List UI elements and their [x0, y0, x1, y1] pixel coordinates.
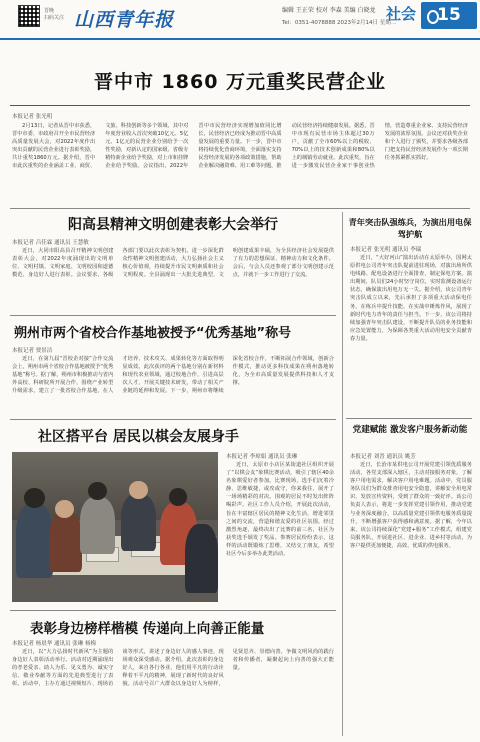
headline-youth-team: 青年突击队强练兵，为演出用电保驾护航 — [348, 217, 472, 239]
byline: 本报记者 吕佳霖 通讯员 王慧敏 — [12, 240, 89, 246]
article-body — [350, 461, 472, 736]
article-body — [12, 122, 468, 204]
divider — [10, 610, 336, 611]
newspaper-logo: 山西青年报 — [74, 9, 175, 31]
column-divider — [342, 212, 343, 736]
article-text: 近日，以“大力弘扬时代新风”为主题的身边好人表彰活动举行。活动对近期涌现出的孝老爱亲、助人为乐、见义勇为、诚实守信、敬业奉献等方面的先进典型进行了表彰。活动中，主办方通过视频短片、现场访谈等形式，讲述了身边好人的感人事迹，现场观众深受感动。据介绍，此次表彰的身边好人，来自各行各业，他们用平凡的行动诠释着不平凡的精神，展现了新时代的良好风貌。活动号召广大群众以身边好人为榜样，见贤思齐、崇德向善，争做文明风尚的践行者和传播者，凝聚起向上向善的强大正能量。 — [12, 649, 334, 688]
divider — [346, 418, 472, 419]
article-body — [350, 254, 472, 412]
headline-shuozhou: 朔州市两个省校合作基地被授予“优秀基地”称号 — [14, 326, 292, 341]
divider — [10, 208, 470, 209]
byline: 本报记者 杨晨华 通讯员 张琳 杨梅 — [12, 641, 96, 647]
headline-party-service: 党建赋能 激发客户服务新动能 — [352, 425, 468, 435]
byline: 本报记者 张光明 通讯员 李瑞 — [350, 247, 422, 253]
headline-yanggao: 阳高县精神文明创建表彰大会举行 — [68, 217, 278, 233]
qr-caption-line-2: 扫码关注 — [44, 15, 65, 21]
page-number: 15 — [421, 2, 477, 29]
byline: 本报记者 李琼娟 通讯员 张琳 — [226, 454, 298, 460]
divider — [10, 419, 336, 420]
editor-info: 编辑 王正荣 校对 李森 美编 白晓龙 — [282, 7, 376, 14]
headline-community-chess: 社区搭平台 居民以棋会友展身手 — [38, 429, 239, 445]
section-name: 社会 — [386, 5, 417, 23]
article-text: 近日，在第九届“晋校企对接”合作交流会上，朔州市两个省校合作基地被授予“优秀基地”称号。据了解，朔州市积极推动与省内外高校、科研院所开展合作，围绕产业转型升级需求，建立了一批省校合作基地，在人才培养、技术攻关、成果转化等方面取得明显成效。此次获评的两个基地分别在新材料和现代农业领域，通过校地合作，引进高层次人才，开展关键技术研发，带动了相关产业链的延伸和发展。下一步，朔州市将继续深化省校合作，不断拓展合作领域，创新合作模式，推动更多科技成果在朔州落地转化，为全市高质量发展提供科技和人才支撑。 — [12, 356, 334, 395]
article-text: 近日，大同市阳高县召开精神文明创建表彰大会，对2022年度涌现出的文明单位、文明村镇、文明家庭、文明校园和道德模范、身边好人进行表彰。会议要求，各级各部门要以此次表彰为契机，进一步深化群众性精神文明创建活动，大力弘扬社会主义核心价值观，持续提升市民文明素质和社会文明程度。全县涌现出一大批先进典型，文明创建成果丰硕，为全县经济社会发展提供了有力的思想保证、精神动力和文化条件。会后，与会人员还参观了部分文明创建示范点，并就下一步工作进行了交流。 — [12, 248, 334, 279]
article-body — [12, 247, 334, 311]
contact-date-line: Tel：0351-4078888 2023年2月14日 星期二 — [282, 20, 397, 26]
article-body — [12, 355, 334, 415]
qr-code-icon[interactable] — [18, 5, 40, 27]
chess-photo — [12, 452, 218, 602]
article-text: 2月13日，记者从晋中市获悉，晋中市委、市政府召开全市民营经济高质量发展大会，对2022年度作出突出贡献的民营企业进行表彰奖励，共计重奖1860万元。据介绍，晋中市此次重奖的企业涵盖工业、商贸、文旅、科技创新等多个领域，其中对年度营业收入首次突破10亿元、5亿元、1亿元的民营企业分别给予一次性奖励，对新认定的国家级、省级专精特新企业给予奖励，对上市和挂牌企业给予奖励。会议指出，2022年晋中市民营经济实现增加值同比增长，民营经济已经成为推动晋中高质量发展的重要力量。下一步，晋中市将持续优化营商环境，全面落实支持民营经济发展的各项政策措施，帮助企业解决融资难、用工难等问题，推动民营经济持续健康发展。据悉，晋中市现有民营市场主体超过30万户，贡献了全市60%以上的税收、70%以上的技术创新成果和80%以上的城镇劳动就业。此次重奖，旨在进一步激发民营企业家干事创业热情，营造尊重企业家、支持民营经济发展的浓厚氛围。会议还对获奖企业和个人进行了颁奖，并要求各级各部门把支持民营经济发展作为一项长期任务抓紧抓实抓好。 — [12, 123, 468, 170]
byline: 本报记者 刘晋 通讯员 姚芳 — [350, 454, 416, 460]
headline-main: 晋中市 1860 万元重奖民营企业 — [93, 71, 387, 93]
divider — [10, 315, 336, 316]
byline: 本报记者 贾景洁 — [12, 348, 53, 354]
byline: 本报记者 张光明 — [12, 114, 53, 120]
divider — [10, 105, 470, 106]
article-text: 近日，“大好河山”演出活动在太原举办，国网太原供电公司青年突击队提前进驻现场，对演出场所供电线路、配电设备进行全面排查，制定保电方案。演出期间，队员们24小时坚守岗位，实时监测设备运行状态，确保演出用电万无一失。据介绍，该公司青年突击队成立以来，先后承担了多项重大活动保电任务，在练兵中提升技能，在实战中锤炼作风，展现了新时代电力青年的责任与担当。下一步，该公司将持续加强青年突击队建设，不断提升队员的业务技能和应急处置能力，为保障各类重大活动用电安全贡献青春力量。 — [350, 255, 472, 342]
headline-role-models: 表彰身边榜样楷模 传递向上向善正能量 — [30, 621, 265, 637]
masthead — [0, 0, 480, 40]
article-body — [12, 648, 334, 736]
article-text: 近日，太原市小店区某街道社区组织开展了“以棋会友”象棋比赛活动，吸引了辖区40余名象棋爱好者参加。比赛现场，选手们沉着冷静、思维敏捷，或攻或守，你来我往，展开了一场场精彩的对决。围观的居民不时发出阵阵喝彩声。社区工作人员介绍，开展此次活动，旨在丰富辖区居民的精神文化生活，增进邻里之间的交流，营造和谐友爱的社区氛围。经过激烈角逐，最终决出了比赛的前三名，社区为获奖选手颁发了奖品。参赛居民纷纷表示，这样的活动既锻炼了思维，又结交了朋友，希望社区今后多举办此类活动。 — [226, 462, 334, 558]
article-text: 近日，长治市某供电公司开展党建引领优质服务活动，各党支部深入辖区，主动对接服务对象，了解客户用电需求，解决客户用电难题。活动中，党员服务队员们为群众排查用电安全隐患，讲解安全用电常识，发放宣传资料，受到了群众的一致好评。该公司负责人表示，将进一步发挥党建引领作用，推动党建与业务深度融合，以高质量党建引领供电服务质量提升，不断增强客户获得感和满意度。据了解，今年以来，该公司持续深化“党建+服务”工作模式，组建党员服务队，开展进社区、进企业、进乡村等活动，为客户提供更加便捷、高效、优质的供电服务。 — [350, 462, 472, 549]
article-body — [226, 461, 334, 601]
qr-caption-line-1: 晋晚 — [44, 8, 55, 14]
